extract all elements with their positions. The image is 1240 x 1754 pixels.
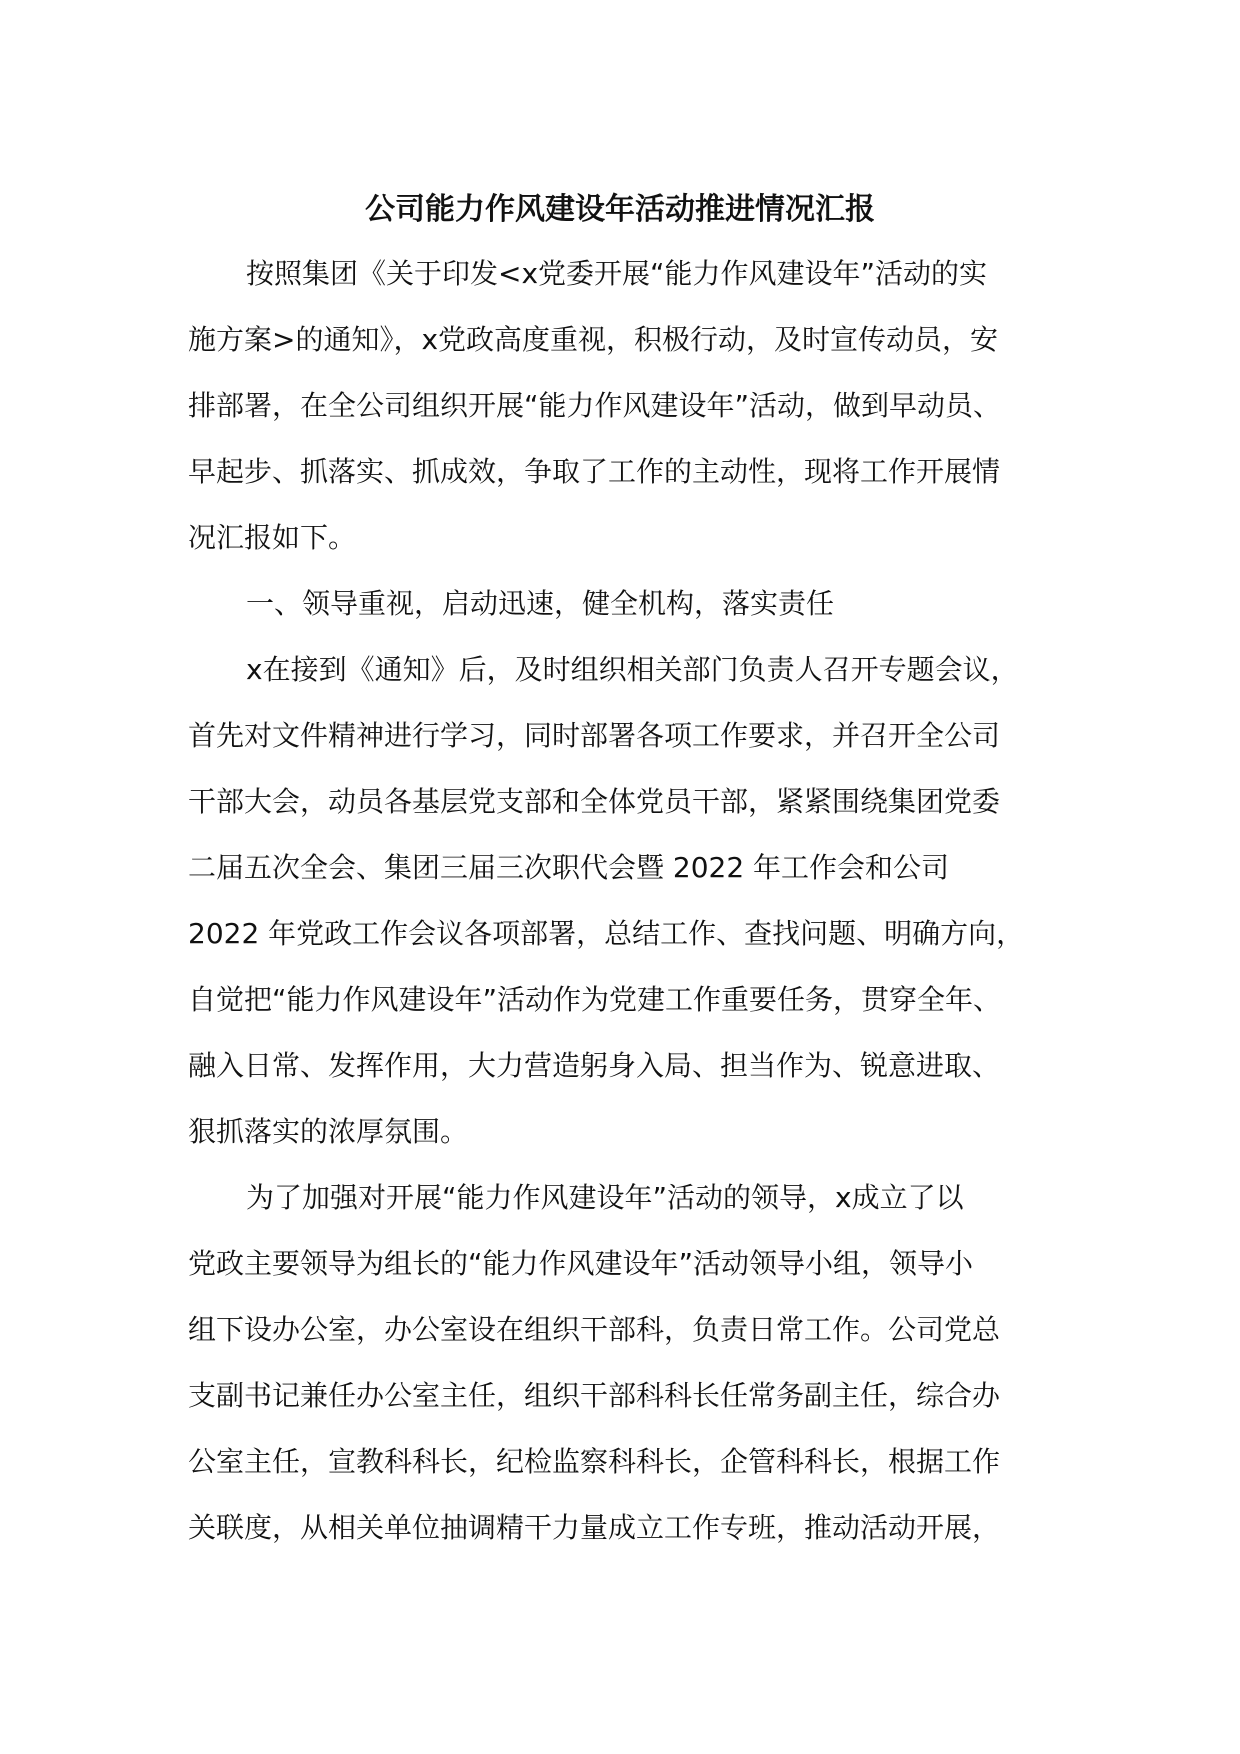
text-line: 首先对文件精神进行学习，同时部署各项工作要求，并召开全公司 — [188, 719, 1001, 752]
section-heading-1 — [188, 582, 1076, 648]
section-heading-text: 一、领导重视，启动迅速，健全机构，落实责任 — [246, 587, 835, 620]
text-line: 按照集团《关于印发<x党委开展“能力作风建设年”活动的实 — [246, 257, 988, 290]
document-body — [188, 252, 1076, 1572]
text-line: 况汇报如下。 — [188, 521, 357, 554]
text-line: 为了加强对开展“能力作风建设年”活动的领导，x成立了以 — [246, 1181, 964, 1214]
paragraph-meeting — [188, 648, 1076, 1176]
text-line: 组下设办公室，办公室设在组织干部科，负责日常工作。公司党总 — [188, 1313, 1001, 1346]
paragraph-leadership-group — [188, 1176, 1076, 1572]
text-line: 公室主任，宣教科科长，纪检监察科科长，企管科科长，根据工作 — [188, 1445, 1001, 1478]
text-line: 关联度，从相关单位抽调精干力量成立工作专班，推动活动开展， — [188, 1511, 1001, 1544]
text-line: 狠抓落实的浓厚氛围。 — [188, 1115, 469, 1148]
text-line: 2022 年党政工作会议各项部署，总结工作、查找问题、明确方向， — [188, 917, 1025, 950]
text-line: 自觉把“能力作风建设年”活动作为党建工作重要任务，贯穿全年、 — [188, 983, 1002, 1016]
text-line: 排部署，在全公司组织开展“能力作风建设年”活动，做到早动员、 — [188, 389, 1002, 422]
text-line: 二届五次全会、集团三届三次职代会暨 2022 年工作会和公司 — [188, 851, 950, 884]
text-line: 党政主要领导为组长的“能力作风建设年”活动领导小组，领导小 — [188, 1247, 974, 1280]
text-line: 支副书记兼任办公室主任，组织干部科科长任常务副主任，综合办 — [188, 1379, 1001, 1412]
paragraph-intro — [188, 252, 1076, 582]
text-line: 早起步、抓落实、抓成效，争取了工作的主动性，现将工作开展情 — [188, 455, 1001, 488]
text-line: 融入日常、发挥作用，大力营造躬身入局、担当作为、锐意进取、 — [188, 1049, 1001, 1082]
text-line: 干部大会，动员各基层党支部和全体党员干部，紧紧围绕集团党委 — [188, 785, 1001, 818]
document-title: 公司能力作风建设年活动推进情况汇报 — [365, 192, 875, 227]
text-line: x在接到《通知》后，及时组织相关部门负责人召开专题会议， — [246, 653, 1019, 686]
text-line: 施方案>的通知》，x党政高度重视，积极行动，及时宣传动员，安 — [188, 323, 999, 356]
